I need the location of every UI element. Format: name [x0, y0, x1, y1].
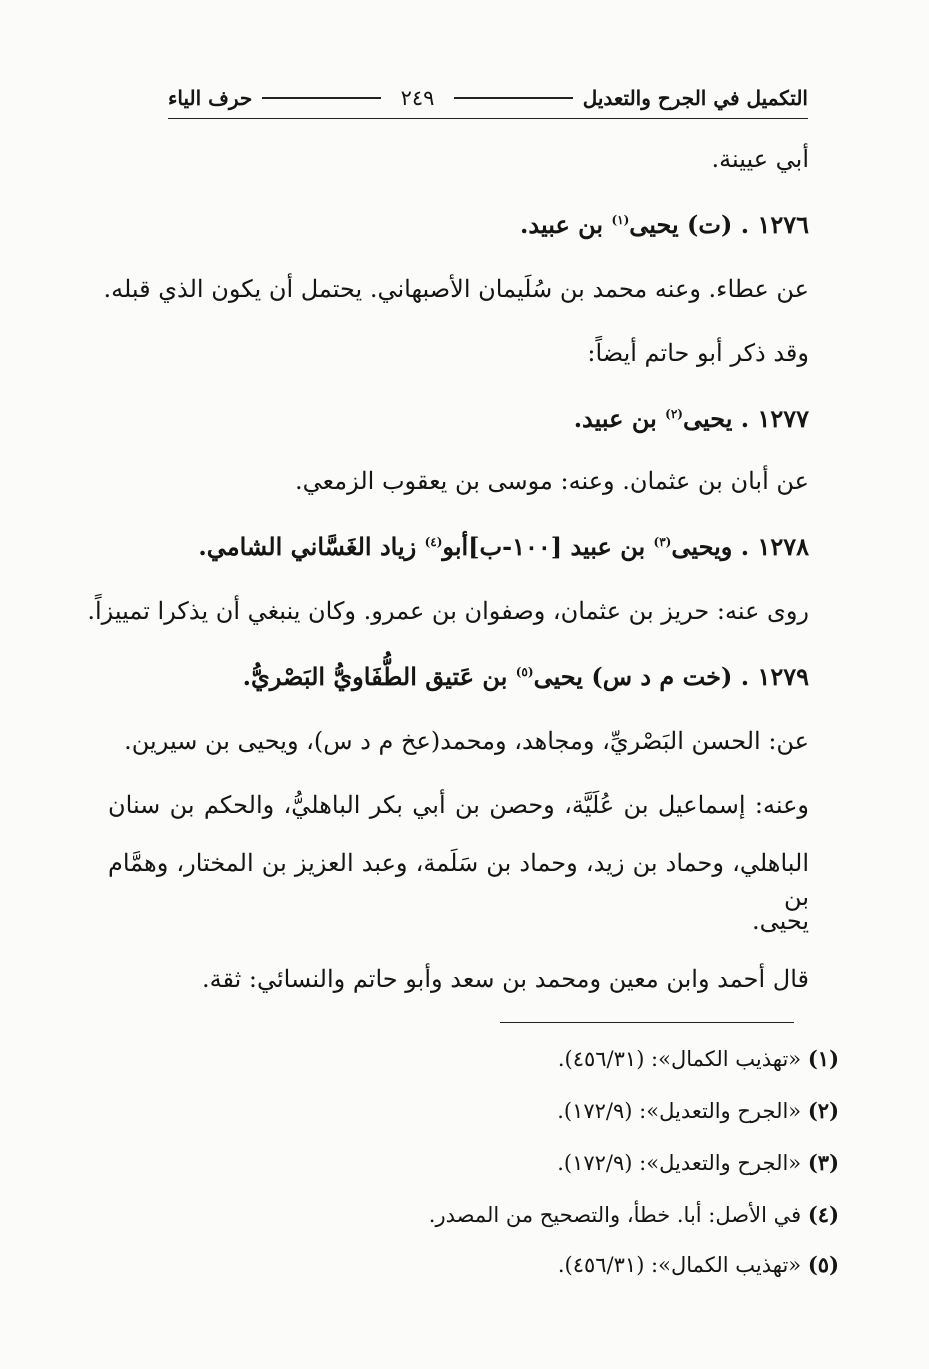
footnote-text: «تهذيب الكمال»: (٤٥٦/٣١). — [557, 1253, 802, 1277]
footnote-text: «تهذيب الكمال»: (٤٥٦/٣١). — [557, 1047, 802, 1071]
entry-heading-text: زياد الغَسَّاني الشامي. — [198, 532, 417, 561]
entry-heading-text: بن عبيد. — [573, 404, 657, 433]
footnote-5 — [558, 1250, 839, 1280]
footnote-number: (٣) — [807, 1150, 839, 1175]
footnote-ref: (١) — [611, 213, 630, 227]
footnote-number: (٥) — [807, 1252, 839, 1277]
text-line: عن عطاء. وعنه محمد بن سُلَيمان الأصبهاني. يحتمل أن يكون الذي قبله. — [103, 275, 809, 303]
entry-heading-text: بن عبيد [١٠٠-ب]أبو — [442, 532, 646, 561]
footnote-separator — [500, 1022, 794, 1023]
footnote-number: (١) — [807, 1046, 839, 1071]
header-rule — [262, 97, 380, 99]
text-line: يحيى. — [751, 907, 809, 935]
footnote-text: «الجرح والتعديل»: (١٧٢/٩). — [557, 1099, 802, 1123]
text-line: روى عنه: حريز بن عثمان، وصفوان بن عمرو. وكان ينبغي أن يذكرا تمييزاً. — [87, 597, 809, 625]
entry-heading-1279 — [243, 660, 809, 694]
footnote-text: في الأصل: أبا. خطأ، والتصحيح من المصدر. — [428, 1203, 802, 1227]
entry-heading-text: بن عبيد. — [520, 210, 604, 239]
footnote-text: «الجرح والتعديل»: (١٧٢/٩). — [557, 1151, 802, 1175]
text-line: وقد ذكر أبو حاتم أيضاً: — [587, 339, 809, 367]
footnote-ref: (٥) — [515, 665, 534, 679]
footnote-ref: (٣) — [653, 535, 672, 549]
entry-heading-text: ١٢٧٧ . يحيى — [682, 404, 809, 433]
text-line: عن أبان بن عثمان. وعنه: موسى بن يعقوب الزمعي. — [295, 467, 809, 495]
footnote-ref: (٤) — [424, 535, 443, 549]
entry-heading-text: ١٢٧٦ . (ت) يحيى — [629, 210, 809, 239]
entry-heading-text: بن عَتيق الطُّفَاويُّ البَصْريُّ. — [242, 662, 508, 691]
text-line: الباهلي، وحماد بن زيد، وحماد بن سَلَمة، وعبد العزيز بن المختار، وهمَّام بن — [108, 849, 809, 911]
running-header — [168, 78, 808, 119]
header-book-title: التكميل في الجرح والتعديل — [582, 86, 808, 110]
footnote-2 — [557, 1096, 839, 1126]
text-line: قال أحمد وابن معين ومحمد بن سعد وأبو حاتم والنسائي: ثقة. — [201, 965, 809, 993]
footnote-number: (٤) — [807, 1202, 839, 1227]
footnote-1 — [558, 1044, 839, 1074]
entry-heading-text: ١٢٧٨ . ويحيى — [671, 532, 809, 561]
entry-heading-1278 — [198, 530, 809, 564]
page-number: ٢٤٩ — [400, 86, 435, 110]
footnote-number: (٢) — [807, 1098, 839, 1123]
entry-heading-1277 — [574, 402, 809, 436]
text-line: وعنه: إسماعيل بن عُلَيَّة، وحصن بن أبي بكر الباهليُّ، والحكم بن سنان — [108, 791, 809, 819]
entry-heading-text: ١٢٧٩ . (خت م د س) يحيى — [533, 662, 809, 691]
footnote-3 — [557, 1148, 839, 1178]
text-line: عن: الحسن البَصْريِّ، ومجاهد، ومحمد(عخ م د س)، ويحيى بن سيرين. — [124, 727, 809, 755]
footnote-ref: (٢) — [665, 407, 683, 421]
header-rule — [454, 97, 572, 99]
footnote-4 — [429, 1200, 839, 1230]
header-chapter-title: حرف الياء — [168, 86, 253, 110]
entry-heading-1276 — [520, 208, 809, 242]
text-line: أبي عيينة. — [711, 145, 809, 173]
